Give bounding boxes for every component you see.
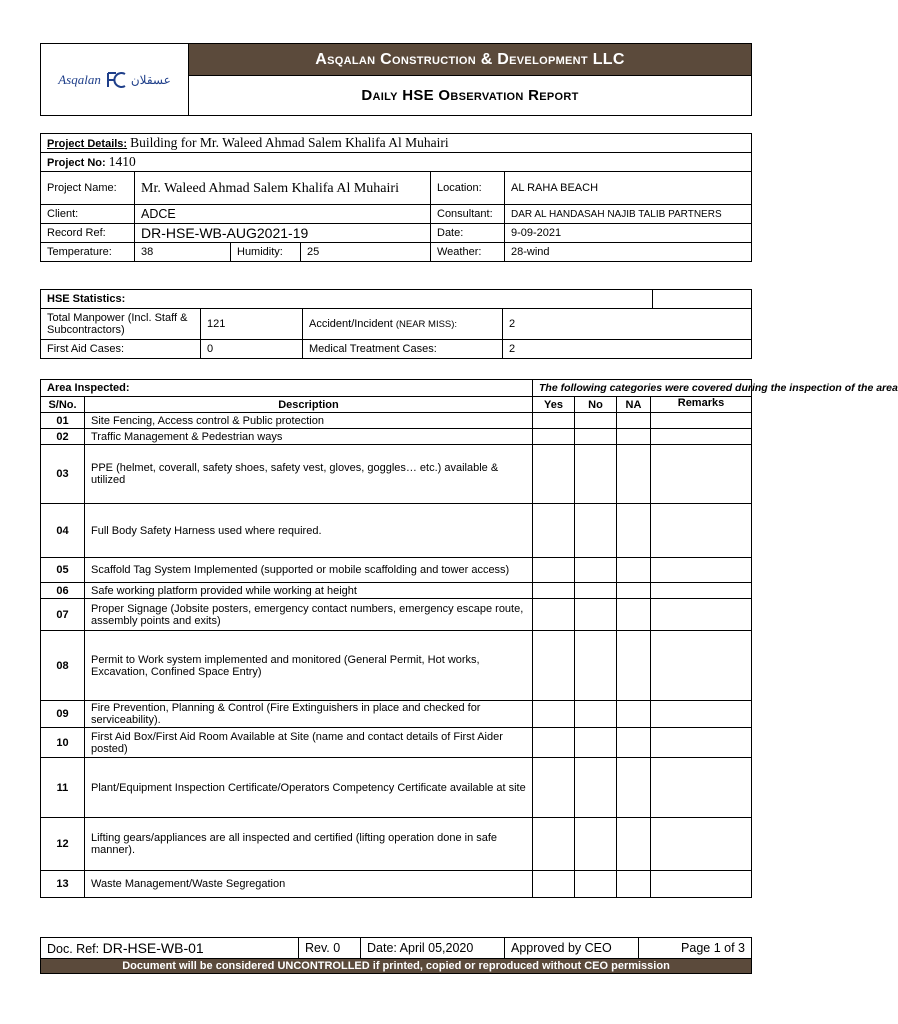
area-inspected-label: [41, 380, 533, 397]
temperature-value: 38: [135, 243, 231, 262]
na-cell[interactable]: [617, 413, 651, 429]
yes-cell[interactable]: [533, 429, 575, 445]
company-name: Asqalan Construction & Development LLC: [189, 44, 752, 76]
medical-label: Medical Treatment Cases:: [303, 340, 503, 359]
manpower-value: 121: [201, 309, 303, 340]
remarks-cell[interactable]: [651, 818, 752, 871]
table-row: [41, 728, 752, 758]
first-aid-label: First Aid Cases:: [41, 340, 201, 359]
remarks-cell[interactable]: [651, 758, 752, 818]
col-yes: Yes: [533, 397, 575, 413]
company-logo: [41, 44, 189, 116]
table-row: [41, 445, 752, 504]
na-cell[interactable]: [617, 728, 651, 758]
table-row: [41, 429, 752, 445]
row-description: Safe working platform provided while working at height: [85, 583, 533, 599]
row-number: 06: [41, 583, 85, 599]
row-description: Traffic Management & Pedestrian ways: [85, 429, 533, 445]
row-number: 09: [41, 701, 85, 728]
yes-cell[interactable]: [533, 445, 575, 504]
na-cell[interactable]: [617, 631, 651, 701]
hse-statistics-title: HSE Statistics:: [41, 290, 653, 309]
weather-label: Weather:: [431, 243, 505, 262]
row-description: Fire Prevention, Planning & Control (Fire Extinguishers in place and checked for serviceability).: [85, 701, 533, 728]
no-cell[interactable]: [575, 728, 617, 758]
doc-ref-label: Doc. Ref:: [47, 942, 100, 956]
no-cell[interactable]: [575, 701, 617, 728]
row-number: 12: [41, 818, 85, 871]
project-details-value: Building for Mr. Waleed Ahmad Salem Khalifa Al Muhairi: [130, 135, 449, 150]
yes-cell[interactable]: [533, 758, 575, 818]
row-number: 08: [41, 631, 85, 701]
hse-statistics-table: [40, 289, 752, 359]
manpower-label: Total Manpower (Incl. Staff & Subcontractors): [41, 309, 201, 340]
yes-cell[interactable]: [533, 818, 575, 871]
no-cell[interactable]: [575, 758, 617, 818]
row-description: Full Body Safety Harness used where required.: [85, 504, 533, 558]
inspection-table: [40, 379, 898, 898]
logo-text-ar: عسقلان: [130, 72, 171, 87]
yes-cell[interactable]: [533, 631, 575, 701]
accident-value: 2: [503, 309, 752, 340]
humidity-label: Humidity:: [231, 243, 301, 262]
remarks-cell[interactable]: [651, 504, 752, 558]
accident-label: Accident/Incident: [309, 318, 393, 330]
doc-ref-value: DR-HSE-WB-01: [102, 940, 204, 956]
yes-cell[interactable]: [533, 413, 575, 429]
col-no: No: [575, 397, 617, 413]
project-name-value: Mr. Waleed Ahmad Salem Khalifa Al Muhairi: [135, 172, 431, 205]
weather-value: 28-wind: [505, 243, 752, 262]
remarks-cell[interactable]: [651, 631, 752, 701]
area-inspected-text: Area Inspected:: [47, 382, 130, 394]
table-row: [41, 631, 752, 701]
location-value: AL RAHA BEACH: [505, 172, 752, 205]
row-description: Waste Management/Waste Segregation: [85, 871, 533, 898]
na-cell[interactable]: [617, 599, 651, 631]
yes-cell[interactable]: [533, 558, 575, 583]
na-cell[interactable]: [617, 583, 651, 599]
row-number: 01: [41, 413, 85, 429]
consultant-label: Consultant:: [431, 205, 505, 224]
remarks-cell[interactable]: [651, 701, 752, 728]
table-row: [41, 701, 752, 728]
remarks-cell[interactable]: [651, 429, 752, 445]
remarks-cell[interactable]: [651, 445, 752, 504]
client-label: Client:: [41, 205, 135, 224]
table-row: [41, 413, 752, 429]
yes-cell[interactable]: [533, 728, 575, 758]
approved-by: Approved by CEO: [505, 938, 639, 959]
project-details-row: [41, 134, 752, 153]
project-no-label: Project No:: [47, 157, 106, 169]
row-number: 10: [41, 728, 85, 758]
row-description: Plant/Equipment Inspection Certificate/Operators Competency Certificate available at site: [85, 758, 533, 818]
project-no-value: 1410: [108, 154, 136, 169]
client-value: ADCE: [135, 205, 431, 224]
na-cell[interactable]: [617, 701, 651, 728]
col-na: NA: [617, 397, 651, 413]
row-number: 04: [41, 504, 85, 558]
temperature-label: Temperature:: [41, 243, 135, 262]
table-row: [41, 758, 752, 818]
yes-cell[interactable]: [533, 599, 575, 631]
yes-cell[interactable]: [533, 701, 575, 728]
record-ref-label: Record Ref:: [41, 224, 135, 243]
remarks-cell[interactable]: [651, 558, 752, 583]
remarks-cell[interactable]: [651, 413, 752, 429]
na-cell[interactable]: [617, 558, 651, 583]
medical-value: 2: [503, 340, 752, 359]
page-number: Page 1 of 3: [639, 938, 752, 959]
na-cell[interactable]: [617, 504, 651, 558]
inspection-note: The following categories were covered during the inspection of the area: [533, 380, 752, 397]
accident-label-cell: [303, 309, 503, 340]
no-cell[interactable]: [575, 429, 617, 445]
row-number: 07: [41, 599, 85, 631]
remarks-cell[interactable]: [651, 583, 752, 599]
revision: Rev. 0: [299, 938, 361, 959]
table-row: [41, 583, 752, 599]
row-description: Site Fencing, Access control & Public protection: [85, 413, 533, 429]
project-details-label: Project Details:: [47, 138, 128, 150]
remarks-cell[interactable]: [651, 728, 752, 758]
no-cell[interactable]: [575, 558, 617, 583]
no-cell[interactable]: [575, 504, 617, 558]
no-cell[interactable]: [575, 599, 617, 631]
na-cell[interactable]: [617, 429, 651, 445]
row-description: Lifting gears/appliances are all inspected and certified (lifting operation done in safe manner).: [85, 818, 533, 871]
na-cell[interactable]: [617, 758, 651, 818]
logo-text-en: Asqalan: [58, 71, 101, 87]
remarks-cell[interactable]: [651, 599, 752, 631]
date-value: 9-09-2021: [505, 224, 752, 243]
first-aid-value: 0: [201, 340, 303, 359]
table-row: [41, 818, 752, 871]
no-cell[interactable]: [575, 871, 617, 898]
report-title: Daily HSE Observation Report: [189, 76, 752, 116]
table-row: [41, 558, 752, 583]
report-header: [40, 43, 752, 116]
col-sno: S/No.: [41, 397, 85, 413]
record-ref-value: DR-HSE-WB-AUG2021-19: [135, 224, 431, 243]
table-row: [41, 871, 752, 898]
row-description: First Aid Box/First Aid Room Available at Site (name and contact details of First Aider posted): [85, 728, 533, 758]
no-cell[interactable]: [575, 413, 617, 429]
project-no-row: [41, 153, 752, 172]
accident-note: (NEAR MISS):: [395, 319, 458, 330]
col-description: Description: [85, 397, 533, 413]
project-name-label: Project Name:: [41, 172, 135, 205]
footer-date: Date: April 05,2020: [361, 938, 505, 959]
yes-cell[interactable]: [533, 583, 575, 599]
consultant-value: DAR AL HANDASAH NAJIB TALIB PARTNERS: [505, 205, 752, 224]
remarks-cell[interactable]: [651, 871, 752, 898]
row-number: 05: [41, 558, 85, 583]
col-remarks: Remarks: [651, 397, 752, 413]
hse-statistics-empty: [653, 290, 752, 309]
location-label: Location:: [431, 172, 505, 205]
date-label: Date:: [431, 224, 505, 243]
document-footer: [40, 937, 752, 974]
na-cell[interactable]: [617, 871, 651, 898]
project-details-table: [40, 133, 752, 262]
row-description: Permit to Work system implemented and monitored (General Permit, Hot works, Excavation, Confined Space Entry): [85, 631, 533, 701]
table-row: [41, 504, 752, 558]
yes-cell[interactable]: [533, 871, 575, 898]
no-cell[interactable]: [575, 818, 617, 871]
na-cell[interactable]: [617, 818, 651, 871]
row-number: 13: [41, 871, 85, 898]
yes-cell[interactable]: [533, 504, 575, 558]
row-number: 11: [41, 758, 85, 818]
na-cell[interactable]: [617, 445, 651, 504]
doc-ref-cell: [41, 938, 299, 959]
row-description: Proper Signage (Jobsite posters, emergency contact numbers, emergency escape route, assembly points and exits): [85, 599, 533, 631]
no-cell[interactable]: [575, 631, 617, 701]
row-number: 02: [41, 429, 85, 445]
no-cell[interactable]: [575, 583, 617, 599]
row-description: Scaffold Tag System Implemented (supported or mobile scaffolding and tower access): [85, 558, 533, 583]
row-number: 03: [41, 445, 85, 504]
humidity-value: 25: [301, 243, 431, 262]
no-cell[interactable]: [575, 445, 617, 504]
logo-mark-icon: [105, 71, 127, 89]
table-row: [41, 599, 752, 631]
uncontrolled-note: Document will be considered UNCONTROLLED if printed, copied or reproduced without CEO permission: [41, 959, 752, 974]
inspection-rows: [41, 413, 752, 898]
row-description: PPE (helmet, coverall, safety shoes, safety vest, gloves, goggles… etc.) available & utilized: [85, 445, 533, 504]
